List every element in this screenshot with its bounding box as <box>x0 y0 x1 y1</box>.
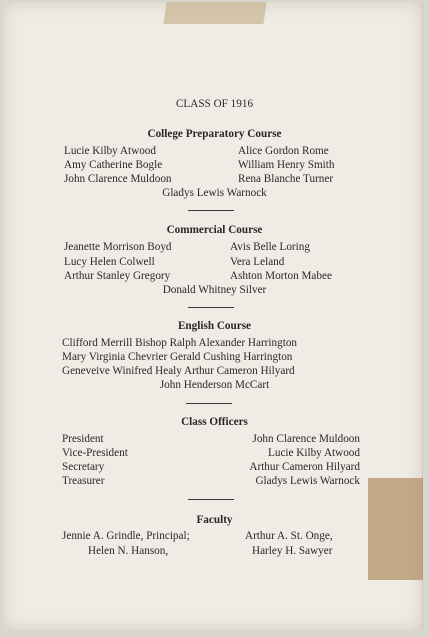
english-name-line: Geneveive Winifred Healy Arthur Cameron Hilyard <box>62 365 295 377</box>
commercial-name: Vera Leland <box>230 256 285 268</box>
officer-name: Gladys Lewis Warnock <box>255 475 360 487</box>
commercial-name: Avis Belle Loring <box>230 241 310 253</box>
commercial-name: Jeanette Morrison Boyd <box>64 241 172 253</box>
officer-name: Arthur Cameron Hilyard <box>249 461 360 473</box>
commercial-name: Donald Whitney Silver <box>162 284 267 296</box>
commercial-name: Arthur Stanley Gregory <box>64 270 171 282</box>
faculty-member: Helen N. Hanson, <box>88 545 169 557</box>
section-divider <box>188 210 234 211</box>
officer-title: Secretary <box>62 461 105 473</box>
section-divider <box>186 403 232 404</box>
section-divider <box>188 307 234 308</box>
section-divider <box>188 499 234 500</box>
faculty-member: Harley H. Sawyer <box>252 545 333 557</box>
officer-title: President <box>62 433 104 445</box>
college-prep-name: William Henry Smith <box>238 159 335 171</box>
english-name-line: John Henderson McCart <box>159 379 270 391</box>
officer-title: Treasurer <box>62 475 105 487</box>
commercial-name: Lucy Helen Colwell <box>64 256 155 268</box>
class-title: CLASS OF 1916 <box>175 98 254 110</box>
college-prep-name: Lucie Kilby Atwood <box>64 145 156 157</box>
college-prep-name: Alice Gordon Rome <box>238 145 329 157</box>
english-heading: English Course <box>177 320 252 332</box>
officer-title: Vice-President <box>62 447 128 459</box>
faculty-heading: Faculty <box>196 514 233 526</box>
commercial-heading: Commercial Course <box>166 224 263 236</box>
faculty-member: Jennie A. Grindle, Principal; <box>62 530 190 542</box>
college-prep-name: Gladys Lewis Warnock <box>162 187 267 199</box>
college-prep-heading: College Preparatory Course <box>147 128 282 140</box>
officer-name: John Clarence Muldoon <box>252 433 360 445</box>
officers-heading: Class Officers <box>181 416 248 428</box>
commercial-name: Ashton Morton Mabee <box>230 270 332 282</box>
college-prep-name: Amy Catherine Bogle <box>64 159 163 171</box>
college-prep-name: John Clarence Muldoon <box>64 173 172 185</box>
english-name-line: Clifford Merrill Bishop Ralph Alexander Harrington <box>62 337 298 349</box>
faculty-member: Arthur A. St. Onge, <box>245 530 333 542</box>
english-name-line: Mary Virginia Chevrier Gerald Cushing Harrington <box>62 351 293 363</box>
officer-name: Lucie Kilby Atwood <box>268 447 360 459</box>
college-prep-name: Rena Blanche Turner <box>238 173 334 185</box>
